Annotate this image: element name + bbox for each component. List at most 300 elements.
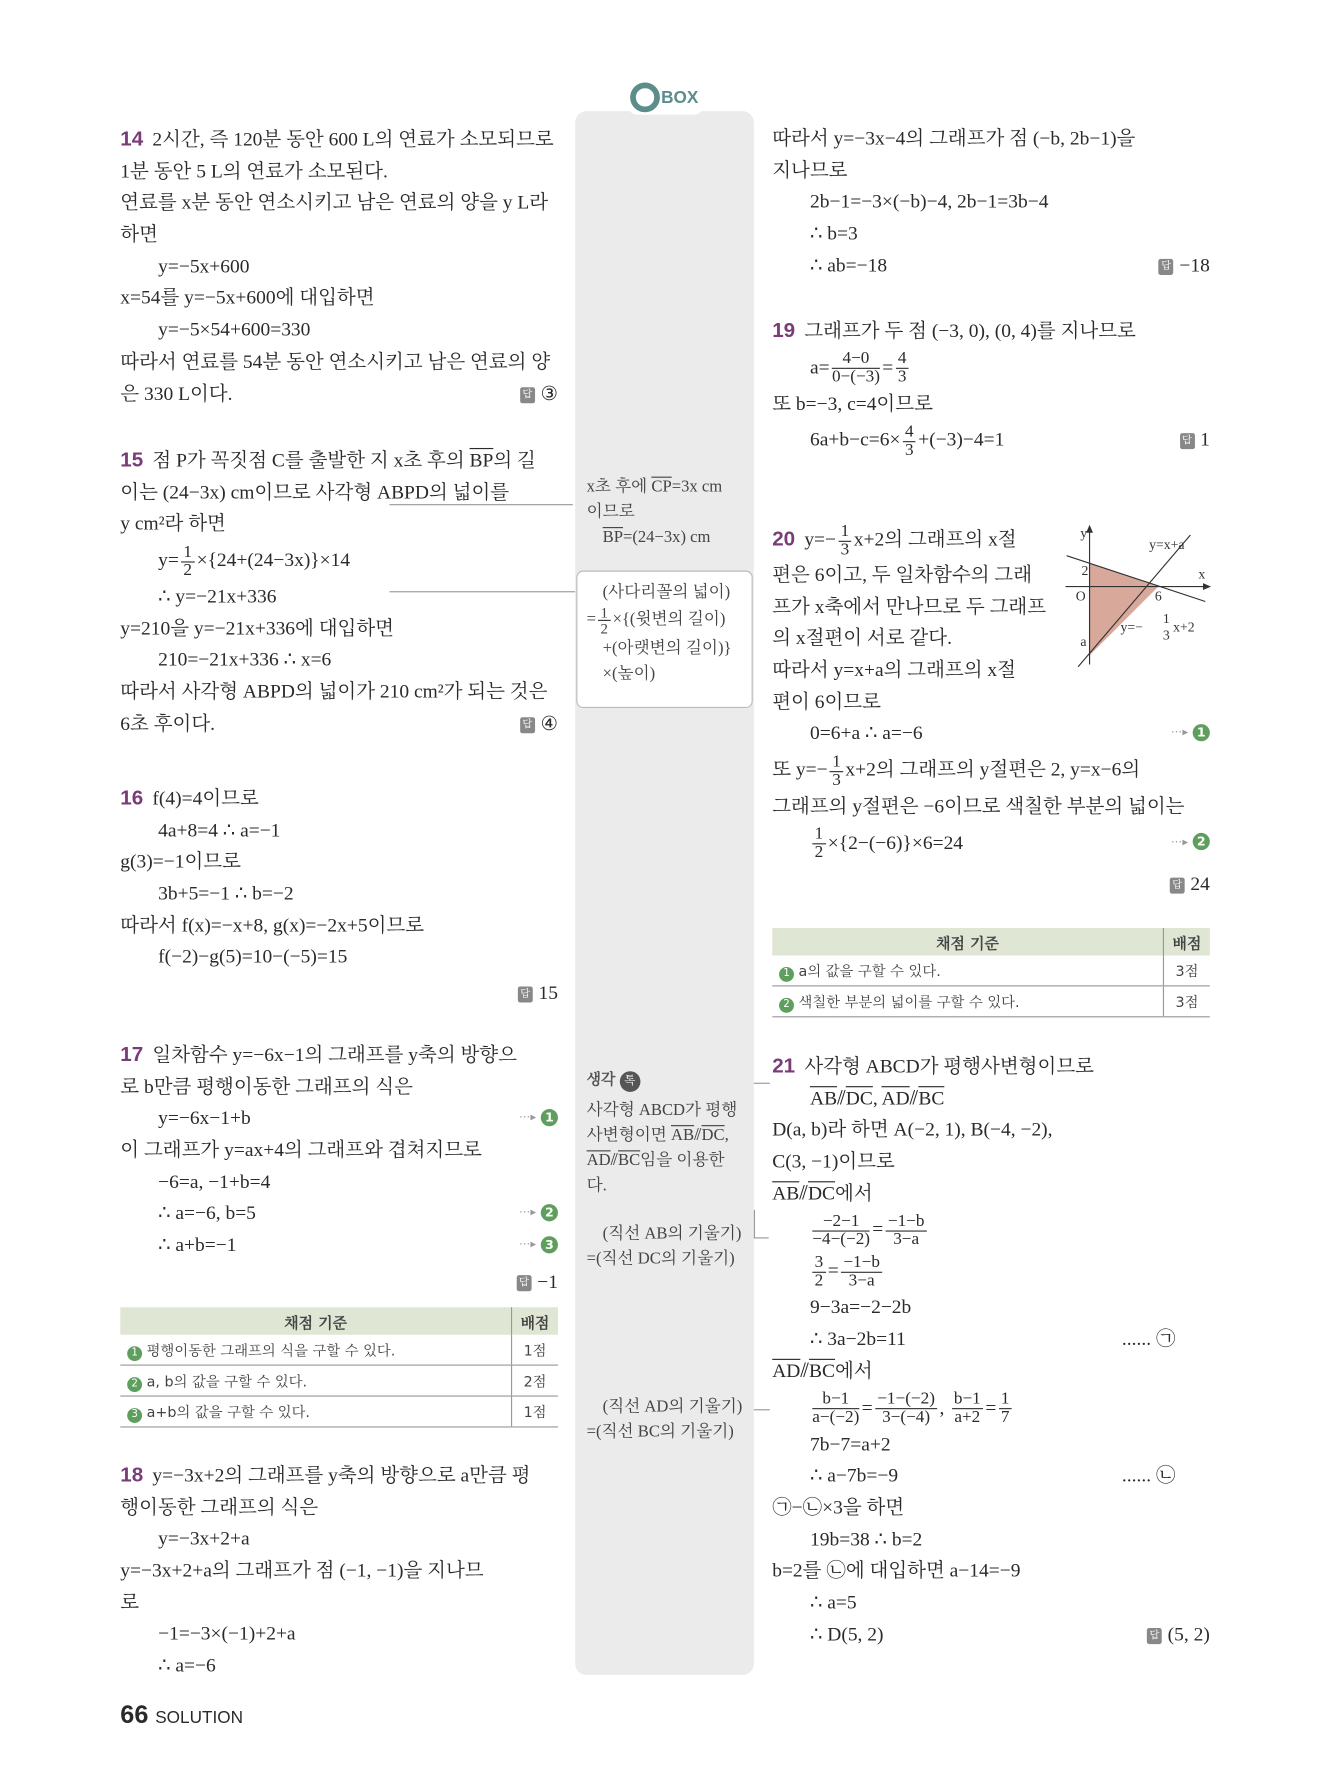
solution-line xyxy=(772,559,1210,591)
solution-line xyxy=(772,1460,1210,1492)
text: −6=a, −1+b=4 xyxy=(158,1170,271,1193)
text: x=54를 y=−5x+600에 대입하면 xyxy=(120,286,375,309)
text: = xyxy=(586,610,596,629)
step-marker: ⋯▸ 2 xyxy=(519,1198,558,1230)
text: = xyxy=(827,1259,839,1282)
text: 또 b=−3, c=4이므로 xyxy=(772,392,933,415)
solution-line xyxy=(772,1387,1210,1428)
text: 2b−1=−3×(−b)−4, 2b−1=3b−4 xyxy=(810,190,1049,213)
points: 3점 xyxy=(1163,956,1209,986)
solution-line xyxy=(120,644,558,676)
solution-line xyxy=(772,315,1210,347)
text: ∴ a−7b=−9 xyxy=(810,1464,899,1487)
y-intercept-label: 2 xyxy=(1081,563,1089,579)
solution-line xyxy=(120,346,558,378)
text: , xyxy=(724,1126,729,1145)
solution-line xyxy=(120,282,558,314)
solution-line xyxy=(772,388,1210,420)
tip-header xyxy=(587,1067,641,1093)
solution-line xyxy=(120,1460,558,1492)
fraction xyxy=(896,351,909,387)
text: f(4)=4이므로 xyxy=(152,787,259,809)
answer xyxy=(1179,420,1209,461)
overline-segment: $\overline{BP}$ xyxy=(469,449,494,471)
table-row xyxy=(772,956,1210,986)
solution-line xyxy=(772,1587,1210,1619)
answer xyxy=(1159,249,1210,281)
solution-line xyxy=(120,676,558,708)
solution-line xyxy=(772,718,1210,750)
problem-number: 20 xyxy=(772,527,796,550)
fraction xyxy=(598,605,610,636)
text: =3x cm xyxy=(671,477,723,497)
denominator: 2 xyxy=(814,843,824,863)
solution-line xyxy=(120,155,558,187)
solution-line xyxy=(120,708,558,740)
overline-segment: $\overline{DC}$ xyxy=(845,1086,873,1109)
fraction xyxy=(952,1391,983,1427)
denominator: 3−a xyxy=(893,1230,920,1249)
text: 그래프가 두 점 (−3, 0), (0, 4)를 지나므로 xyxy=(804,319,1136,342)
footer-label: SOLUTION xyxy=(155,1708,244,1728)
denominator: 3 xyxy=(840,540,850,559)
text: , xyxy=(939,1396,950,1418)
text: x초 후에 xyxy=(586,477,652,497)
answer xyxy=(518,977,558,1009)
answer-line xyxy=(772,868,1210,900)
line2-label-end: x+2 xyxy=(1173,619,1195,635)
solution-line xyxy=(120,1071,558,1103)
denominator: 3 xyxy=(897,368,907,387)
scoring-table-20 xyxy=(772,928,1210,1017)
answer-icon: 답 xyxy=(520,387,535,403)
solution-line xyxy=(772,623,1210,655)
step-badge: 1 xyxy=(779,966,794,981)
solution-line xyxy=(120,846,558,878)
overline-segment: $\overline{AD}$ xyxy=(586,1151,611,1170)
solution-line xyxy=(772,1323,1210,1355)
answer xyxy=(1170,868,1210,900)
solution-line xyxy=(772,591,1210,623)
solution-line xyxy=(772,249,1210,281)
note-line xyxy=(587,1394,743,1419)
step-badge: 2 xyxy=(541,1204,558,1221)
denominator: a−(−2) xyxy=(812,1408,860,1427)
solution-line xyxy=(772,1292,1210,1324)
solution-line xyxy=(772,123,1210,155)
connector-line xyxy=(754,1210,769,1239)
note-line xyxy=(587,1221,742,1246)
numerator: 1 xyxy=(999,1391,1012,1409)
text: 2시간, 즉 120분 동안 600 L의 연료가 소모되므로 xyxy=(152,128,554,151)
text: 하면 xyxy=(120,223,158,246)
solution-p16 xyxy=(120,783,558,1010)
overline-segment: $\overline{AD}$ xyxy=(881,1086,910,1109)
answer-value: (5, 2) xyxy=(1167,1623,1210,1645)
text: ∴ a=−6, b=5 xyxy=(158,1202,256,1225)
text: x+2의 그래프의 x절 xyxy=(853,528,1017,550)
denominator: 3−(−4) xyxy=(882,1408,931,1427)
note-line xyxy=(587,636,732,661)
text: 6a+b−c=6× xyxy=(810,428,901,451)
answer-icon: 답 xyxy=(1147,1628,1162,1644)
qbox-logo xyxy=(628,80,703,114)
text: 의 길 xyxy=(493,449,536,471)
answer-value: ④ xyxy=(540,712,558,735)
equation-tag: ...... ㉡ xyxy=(1121,1464,1176,1487)
solution-line xyxy=(120,1523,558,1555)
overline-segment: $\overline{BC}$ xyxy=(918,1086,945,1109)
text: +(−3)−4=1 xyxy=(918,428,1005,451)
text: ×(높이) xyxy=(602,664,656,683)
solution-line xyxy=(772,1492,1210,1524)
text: (사다리꼴의 넓이) xyxy=(602,583,731,602)
text: 1분 동안 5 L의 연료가 소모된다. xyxy=(120,160,388,182)
step-badge: 1 xyxy=(1193,724,1210,741)
solution-line xyxy=(772,1146,1210,1178)
answer xyxy=(520,378,558,410)
text: 3b+5=−1 ∴ b=−2 xyxy=(158,882,294,905)
denominator: 3 xyxy=(905,441,914,460)
text: b=2를 ㉡에 대입하면 a−14=−9 xyxy=(772,1559,1021,1582)
page-footer xyxy=(120,1700,243,1730)
answer-icon: 답 xyxy=(518,987,533,1003)
connector-line xyxy=(754,1409,770,1410)
answer-value: −18 xyxy=(1179,254,1210,276)
points-header: 배점 xyxy=(512,1307,558,1334)
solution-p21 xyxy=(772,1051,1210,1651)
text: ∴ a=−6 xyxy=(158,1654,216,1677)
margin-note-trapezoid xyxy=(587,580,732,687)
solution-line xyxy=(120,941,558,973)
text: =(24−3x) cm xyxy=(622,528,711,547)
text: ⫽ xyxy=(909,1086,919,1109)
numerator: −2−1 xyxy=(812,1213,870,1231)
denominator: −4−(−2) xyxy=(812,1230,871,1249)
note-line xyxy=(587,580,732,605)
text: 9−3a=−2−2b xyxy=(810,1296,912,1319)
text: 따라서 y=−3x−4의 그래프가 점 (−b, 2b−1)을 xyxy=(772,127,1136,149)
text: 편은 6이고, 두 일차함수의 그래 xyxy=(772,563,1033,586)
note-line xyxy=(587,605,732,636)
step-badge: 3 xyxy=(541,1236,558,1253)
text: y=−3x+2+a의 그래프가 점 (−1, −1)을 지나므 xyxy=(120,1559,484,1582)
step-badge: 1 xyxy=(541,1109,558,1126)
answer-icon: 답 xyxy=(517,1275,532,1291)
note-line xyxy=(587,1247,742,1272)
criteria-text: a, b의 값을 구할 수 있다. xyxy=(146,1371,308,1390)
text: (직선 AB의 기울기) xyxy=(602,1224,742,1244)
solution-line xyxy=(120,814,558,846)
criteria-text: a+b의 값을 구할 수 있다. xyxy=(146,1402,310,1421)
text: 편이 6이므로 xyxy=(772,690,881,713)
text: =(직선 BC의 기울기) xyxy=(586,1422,734,1442)
table-row xyxy=(120,1396,558,1427)
numerator: 4 xyxy=(896,351,909,369)
overline-segment: $\overline{DC}$ xyxy=(701,1126,725,1145)
solution-line xyxy=(120,1587,558,1619)
solution-p19 xyxy=(772,315,1210,461)
numerator: −1−b xyxy=(886,1213,927,1231)
tip-text xyxy=(587,1098,738,1199)
text: y=−5x+600 xyxy=(158,255,250,277)
solution-line xyxy=(120,1103,558,1135)
points: 2점 xyxy=(512,1365,558,1396)
text: 7b−7=a+2 xyxy=(810,1432,891,1455)
text: 에서 xyxy=(835,1359,873,1382)
answer-icon: 답 xyxy=(520,717,535,733)
text: ∴ b=3 xyxy=(810,222,858,245)
text: 4a+8=4 ∴ a=−1 xyxy=(158,818,281,841)
text: ⫽ xyxy=(799,1182,808,1204)
text: (직선 AD의 기울기) xyxy=(602,1397,743,1417)
solution-line xyxy=(772,1209,1210,1250)
text: y=− xyxy=(804,528,837,550)
text: 사변형이면 xyxy=(586,1126,672,1145)
answer-value: ③ xyxy=(540,382,558,404)
answer-line xyxy=(120,977,558,1009)
denominator: 0−(−3) xyxy=(831,368,880,387)
solution-line xyxy=(772,218,1210,250)
text: 프가 x축에서 만나므로 두 그래프 xyxy=(772,595,1047,618)
fraction xyxy=(838,523,851,559)
logo-text: BOX xyxy=(661,87,699,108)
solution-line xyxy=(120,476,558,508)
solution-line xyxy=(120,1229,558,1261)
numerator: b−1 xyxy=(952,1391,983,1409)
text: y=−3x+2의 그래프를 y축의 방향으로 a만큼 평 xyxy=(152,1464,531,1486)
text: , xyxy=(872,1086,882,1109)
solution-line xyxy=(120,1134,558,1166)
solution-p14 xyxy=(120,124,558,409)
text: 의 x절편이 서로 같다. xyxy=(772,627,952,649)
numerator: 1 xyxy=(838,523,851,541)
text: x+2의 그래프의 y절편은 2, y=x−6의 xyxy=(845,758,1141,781)
text: y cm²라 하면 xyxy=(120,512,226,535)
overline-segment: $\overline{AB}$ xyxy=(810,1086,838,1109)
solution-line xyxy=(120,445,558,477)
text: 에서 xyxy=(835,1182,873,1204)
text: ∴ 3a−2b=11 xyxy=(810,1328,906,1350)
overline-segment: $\overline{BP}$ xyxy=(602,528,623,547)
text: 따라서 연료를 54분 동안 연소시키고 남은 연료의 양 xyxy=(120,350,551,373)
overline-segment: $\overline{BC}$ xyxy=(809,1359,836,1382)
solution-p17 xyxy=(120,1039,558,1297)
answer-line xyxy=(120,1266,558,1298)
solution-line xyxy=(772,1618,1210,1650)
text: 그래프의 y절편은 −6이므로 색칠한 부분의 넓이는 xyxy=(772,795,1185,818)
problem-number: 21 xyxy=(772,1054,796,1077)
text: −1=−3×(−1)+2+a xyxy=(158,1622,296,1645)
step-marker: ⋯▸ 1 xyxy=(519,1103,558,1135)
fraction xyxy=(999,1391,1012,1427)
criteria-text: a의 값을 구할 수 있다. xyxy=(798,961,941,980)
denominator: a+2 xyxy=(954,1408,981,1427)
solution-line xyxy=(772,1555,1210,1587)
solution-line xyxy=(772,518,1210,559)
fraction xyxy=(903,424,916,460)
text: 이는 (24−3x) cm이므로 사각형 ABPD의 넓이를 xyxy=(120,480,510,503)
text: f(−2)−g(5)=10−(−5)=15 xyxy=(158,945,348,968)
text: ∴ y=−21x+336 xyxy=(158,585,277,608)
scoring-table-17 xyxy=(120,1307,558,1427)
numerator: −1−b xyxy=(841,1255,882,1273)
fraction xyxy=(830,754,843,790)
line2-numerator: 1 xyxy=(1162,611,1170,627)
problem-number: 18 xyxy=(120,1463,144,1486)
numerator: 1 xyxy=(181,544,194,562)
x-intercept-label: 6 xyxy=(1154,588,1162,604)
table-row xyxy=(772,986,1210,1017)
solution-line xyxy=(772,186,1210,218)
tip-title: 생각 xyxy=(586,1071,616,1089)
text: ⫽ xyxy=(610,1151,619,1170)
overline-segment: $\overline{BC}$ xyxy=(618,1151,641,1170)
text: g(3)=−1이므로 xyxy=(120,850,241,873)
denominator: 3 xyxy=(832,770,841,790)
text: ×{(윗변의 길이) xyxy=(612,610,726,629)
problem-number: 15 xyxy=(120,447,144,471)
page-number: 66 xyxy=(120,1700,149,1729)
numerator: 1 xyxy=(812,827,825,845)
fraction xyxy=(875,1391,937,1427)
step-badge: 2 xyxy=(127,1377,142,1392)
denominator: 3−a xyxy=(848,1271,875,1291)
solution-line xyxy=(120,378,558,410)
text: 로 xyxy=(120,1591,140,1613)
solution-line xyxy=(120,251,558,283)
q-logo-icon xyxy=(630,82,660,112)
solution-line xyxy=(120,878,558,910)
text: ㉠−㉡×3을 하면 xyxy=(772,1496,905,1518)
text: 연료를 x분 동안 연소시키고 남은 연료의 양을 y L라 xyxy=(120,191,549,214)
problem-number: 19 xyxy=(772,318,796,342)
text: ⫽ xyxy=(694,1126,702,1145)
text: = xyxy=(861,1396,873,1418)
text: 지나므로 xyxy=(772,158,848,181)
text: 점 P가 꼭짓점 C를 출발한 지 x초 후의 xyxy=(152,449,470,471)
solution-line xyxy=(772,420,1210,461)
criteria-text: 평행이동한 그래프의 식을 구할 수 있다. xyxy=(146,1341,396,1359)
text: =(직선 DC의 기울기) xyxy=(586,1249,735,1269)
points: 3점 xyxy=(1163,986,1209,1017)
text: 행이동한 그래프의 식은 xyxy=(120,1495,319,1518)
numerator: 1 xyxy=(830,754,843,772)
text: 다. xyxy=(586,1176,607,1195)
fraction xyxy=(812,1213,870,1249)
answer-icon: 답 xyxy=(1179,434,1194,450)
fraction xyxy=(812,1255,825,1291)
text: 일차함수 y=−6x−1의 그래프를 y축의 방향으 xyxy=(152,1043,517,1066)
text: ⫽ xyxy=(837,1086,846,1109)
a-label: a xyxy=(1080,634,1087,650)
points: 1점 xyxy=(512,1396,558,1427)
denominator: 2 xyxy=(600,619,609,638)
solution-line xyxy=(772,1082,1210,1114)
solution-line xyxy=(120,1491,558,1523)
text: = xyxy=(872,1218,884,1241)
margin-note-slope-ab xyxy=(587,1221,742,1271)
solution-line xyxy=(120,1166,558,1198)
table-row xyxy=(120,1335,558,1365)
line2-denominator: 3 xyxy=(1162,627,1170,643)
text: y=−5×54+600=330 xyxy=(158,318,311,341)
step-marker: ⋯▸ 1 xyxy=(1171,718,1210,750)
solution-line xyxy=(120,314,558,346)
solution-line xyxy=(120,219,558,251)
text: a= xyxy=(810,355,830,378)
note-line xyxy=(587,1173,738,1198)
solution-line xyxy=(772,154,1210,186)
text: 사각형 ABCD가 평행사변형이므로 xyxy=(804,1055,1094,1077)
overline-segment: $\overline{AD}$ xyxy=(772,1359,801,1382)
text: 따라서 y=x+a의 그래프의 x절 xyxy=(772,658,1016,681)
overline-segment: $\overline{AB}$ xyxy=(772,1182,800,1204)
margin-note-slope-ad xyxy=(587,1394,743,1444)
text: C(3, −1)이므로 xyxy=(772,1150,895,1173)
note-line xyxy=(587,474,723,499)
solution-line xyxy=(120,1555,558,1587)
solution-line xyxy=(120,540,558,581)
solution-line xyxy=(772,686,1210,718)
text: y= xyxy=(158,548,179,571)
answer xyxy=(520,708,558,740)
criteria-header: 채점 기준 xyxy=(772,928,1163,955)
text: 로 b만큼 평행이동한 그래프의 식은 xyxy=(120,1075,413,1098)
problem-number: 16 xyxy=(120,785,144,809)
denominator: 2 xyxy=(183,560,193,580)
solution-line xyxy=(772,347,1210,388)
text: D(a, b)라 하면 A(−2, 1), B(−4, −2), xyxy=(772,1118,1053,1141)
answer-icon: 답 xyxy=(1170,877,1185,893)
text: 이 그래프가 y=ax+4의 그래프와 겹쳐지므로 xyxy=(120,1138,482,1161)
text: y=210을 y=−21x+336에 대입하면 xyxy=(120,617,394,640)
answer-icon: 답 xyxy=(1159,259,1174,275)
points-header: 배점 xyxy=(1163,928,1209,955)
numerator: 4−0 xyxy=(832,351,880,369)
text: y=−3x+2+a xyxy=(158,1527,250,1550)
step-badge: 1 xyxy=(127,1346,142,1361)
y-axis-label: y xyxy=(1080,525,1088,541)
answer-value: 15 xyxy=(538,982,558,1004)
problem-number: 17 xyxy=(120,1042,144,1066)
text: 따라서 사각형 ABPD의 넓이가 210 cm²가 되는 것은 xyxy=(120,680,548,703)
solution-line xyxy=(772,1051,1210,1083)
solution-line xyxy=(120,1650,558,1682)
solution-line xyxy=(772,822,1210,863)
solution-line xyxy=(120,1618,558,1650)
solution-line xyxy=(772,1250,1210,1291)
solution-line xyxy=(120,124,558,156)
step-marker: ⋯▸ 2 xyxy=(1171,822,1210,863)
overline-segment: $\overline{AB}$ xyxy=(671,1126,695,1145)
points: 1점 xyxy=(512,1335,558,1365)
step-badge: 3 xyxy=(127,1407,142,1422)
step-badge: 2 xyxy=(1193,833,1210,850)
criteria-text: 색칠한 부분의 넓이를 구할 수 있다. xyxy=(798,992,1020,1010)
text: 0=6+a ∴ a=−6 xyxy=(810,722,923,745)
answer-value: 1 xyxy=(1200,428,1210,451)
solution-line xyxy=(772,791,1210,823)
numerator: b−1 xyxy=(812,1391,859,1409)
x-axis-label: x xyxy=(1198,566,1206,582)
line2-label: y=− xyxy=(1120,619,1143,635)
solution-p18b xyxy=(772,123,1210,282)
problem-number: 14 xyxy=(120,127,144,151)
fraction xyxy=(886,1213,927,1249)
note-line xyxy=(587,1148,738,1173)
fraction xyxy=(832,351,880,387)
